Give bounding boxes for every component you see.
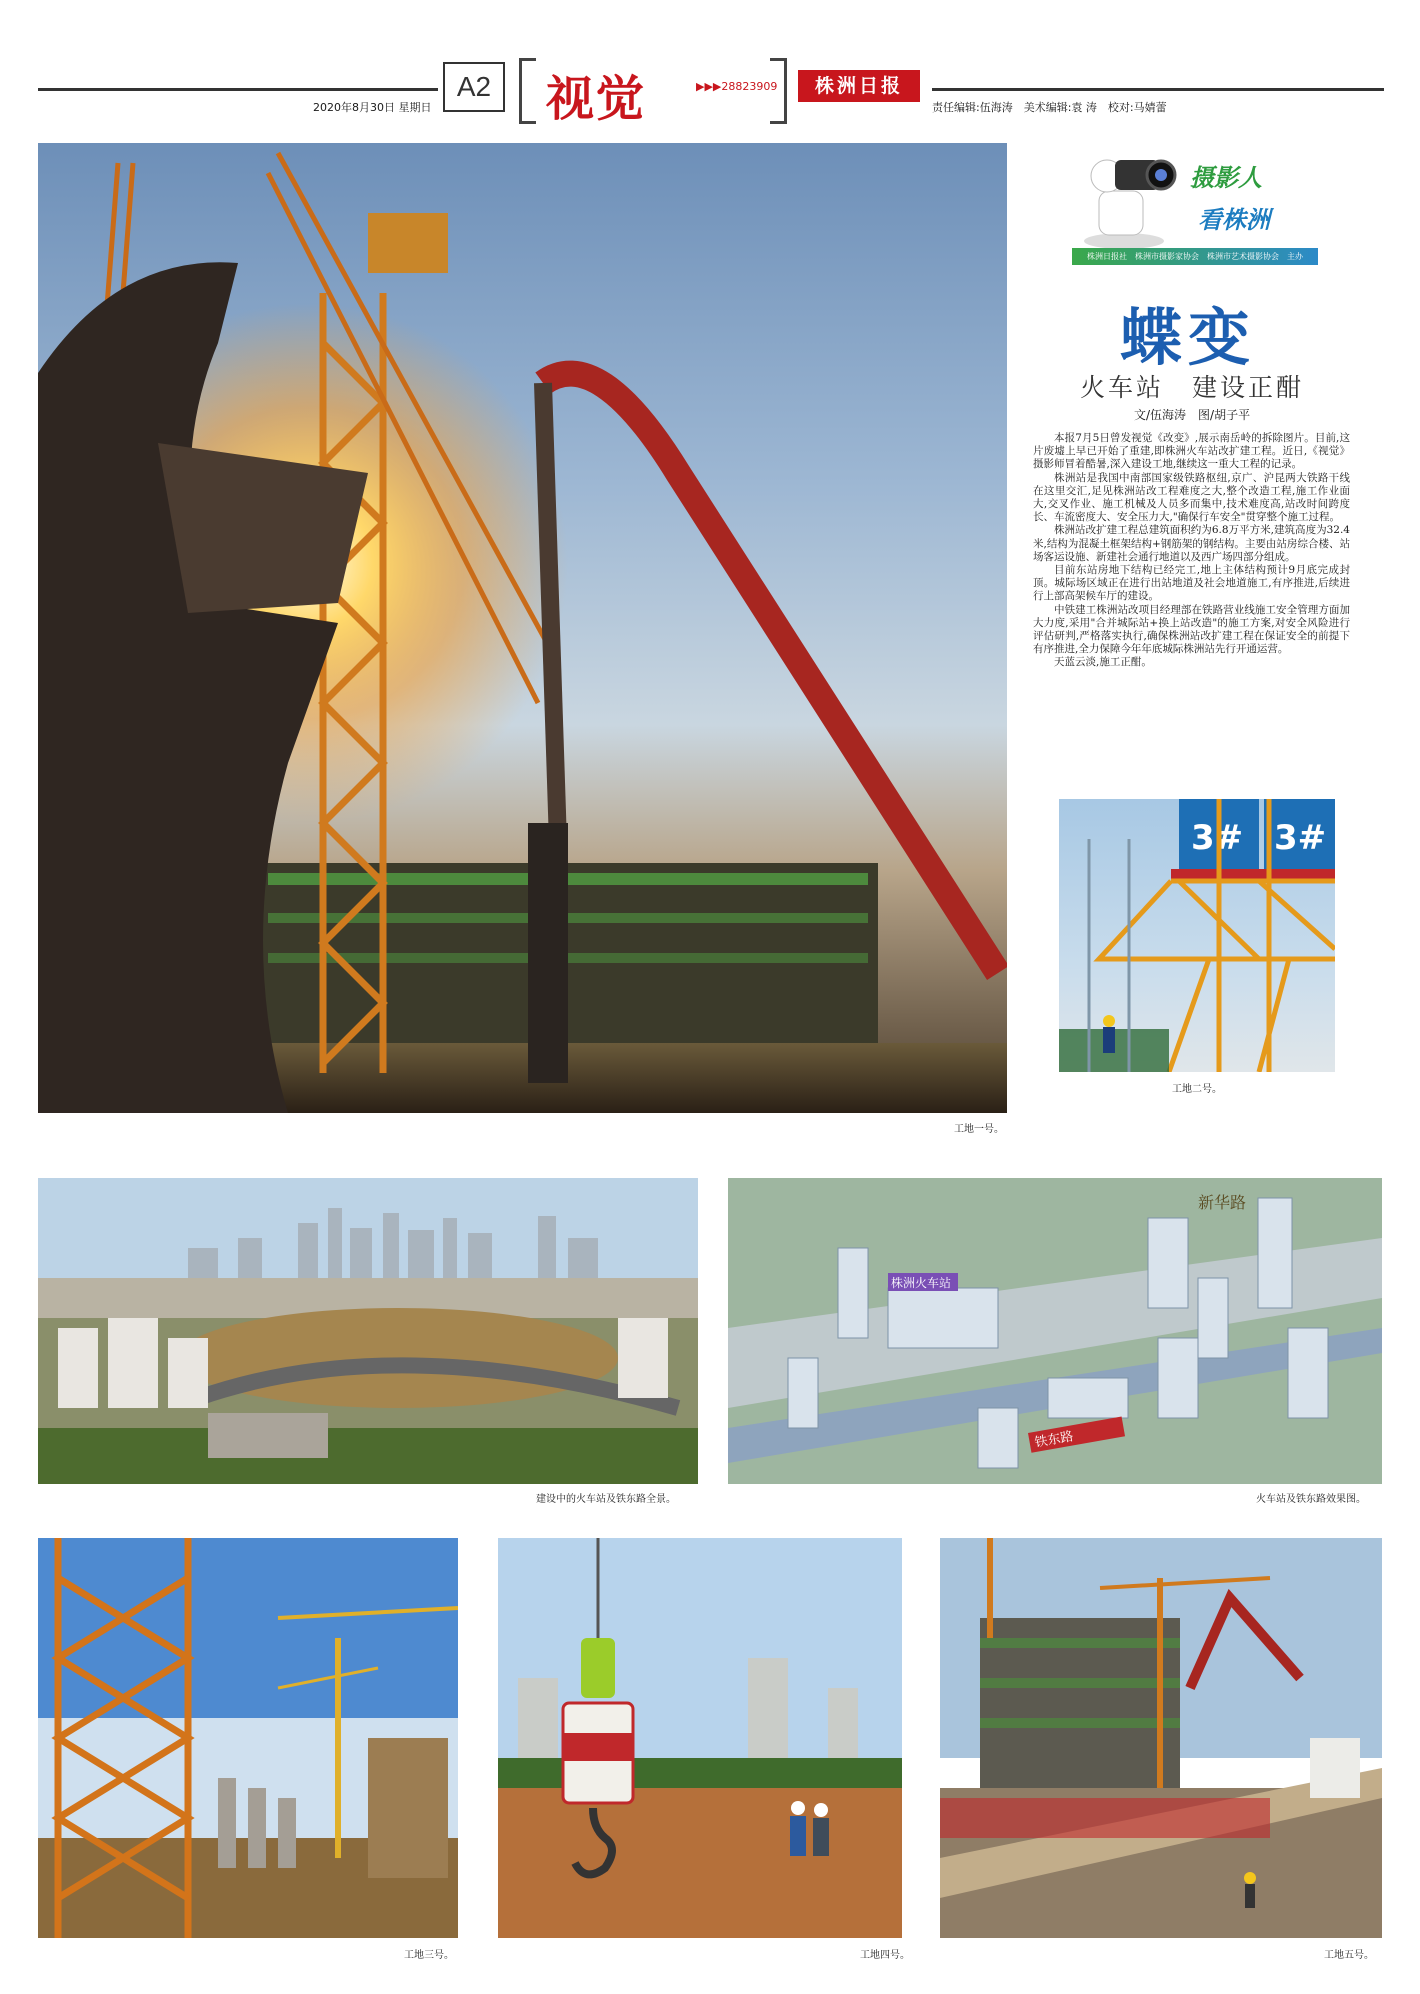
issue-date: 2020年8月30日 星期日 bbox=[313, 101, 432, 114]
header-rule-left bbox=[38, 88, 438, 91]
photo-rendering bbox=[728, 1178, 1382, 1484]
photo-site-five bbox=[940, 1538, 1382, 1938]
photo-panorama-illustration bbox=[38, 1178, 698, 1484]
photo-site-four-illustration bbox=[498, 1538, 902, 1938]
column-logo-line2: 看株洲 bbox=[1198, 206, 1270, 234]
photo-site-two bbox=[1059, 799, 1335, 1072]
rendering-label-station: 株洲火车站 bbox=[891, 1276, 952, 1290]
newspaper-masthead: 株洲日报 bbox=[798, 70, 920, 102]
photo-site-two-illustration bbox=[1059, 799, 1335, 1072]
photo-panorama bbox=[38, 1178, 698, 1484]
photo-site-five-caption: 工地五号。 bbox=[1324, 1950, 1374, 1961]
article-paragraph: 株洲站是我国中南部国家级铁路枢纽,京广、沪昆两大铁路干线在这里交汇,足见株洲站改工程难度之大,整个改造工程,施工作业面大,交叉作业、施工机械及人员多而集中,技术难度高,站改时间跨度长、车流密度大、安全压力大,"确保行车安全"贯穿整个施工过程。 bbox=[1033, 471, 1350, 524]
editor-credits: 责任编辑:伍海涛 美术编辑:袁 涛 校对:马婧蕾 bbox=[932, 101, 1167, 114]
article-paragraph: 本报7月5日曾发视觉《改变》,展示南岳岭的拆除图片。目前,这片废墟上早已开始了重建,即株洲火车站改扩建工程。近日,《视觉》摄影师冒着酷暑,深入建设工地,继续这一重大工程的记录。 bbox=[1033, 432, 1350, 471]
article-paragraph: 天蓝云淡,施工正酣。 bbox=[1054, 656, 1152, 669]
article-byline: 文/伍海涛 图/胡子平 bbox=[1134, 408, 1251, 422]
article-paragraph: 中铁建工株洲站改项目经理部在铁路营业线施工安全管理方面加大力度,采用"合并城际站+换上站改造"的施工方案,对安全风险进行评估研判,严格落实执行,确保株洲站改扩建工程在保证安全的前提下有序推进,全力保障今年年底城际株洲站先行开通运营。 bbox=[1033, 603, 1350, 656]
photo-rendering-illustration bbox=[728, 1178, 1382, 1484]
article-paragraph: 目前东站房地下结构已经完工,地上主体结构预计9月底完成封顶。城际场区域正在进行出站地道及社会地道施工,有序推进,后续进行上部高架候车厅的建设。 bbox=[1033, 564, 1350, 603]
article-headline: 蝶变 bbox=[1120, 301, 1257, 374]
photo-site-four bbox=[498, 1538, 902, 1938]
photo-site-three-caption: 工地三号。 bbox=[404, 1950, 454, 1961]
section-bracket-left bbox=[519, 58, 536, 124]
photo-site-four-caption: 工地四号。 bbox=[860, 1950, 910, 1961]
section-title: 视觉 bbox=[546, 71, 647, 127]
photo-panorama-caption: 建设中的火车站及铁东路全景。 bbox=[536, 1494, 676, 1505]
photo-rendering-caption: 火车站及铁东路效果图。 bbox=[1256, 1494, 1366, 1505]
photo-site-one bbox=[38, 143, 1007, 1113]
site-sign: 3# bbox=[1191, 818, 1244, 858]
article-subheadline: 火车站 建设正酣 bbox=[1080, 373, 1305, 402]
header-rule-right bbox=[932, 88, 1384, 91]
photo-site-three bbox=[38, 1538, 458, 1938]
photo-site-one-caption: 工地一号。 bbox=[954, 1124, 1004, 1135]
photo-site-two-caption: 工地二号。 bbox=[1172, 1084, 1222, 1095]
article-body bbox=[1033, 432, 1350, 670]
column-logo-line1: 摄影人 bbox=[1190, 164, 1262, 192]
photo-site-one-illustration bbox=[38, 143, 1007, 1113]
rendering-label-road2: 新华路 bbox=[1198, 1193, 1247, 1212]
article-paragraph: 株洲站改扩建工程总建筑面积约为6.8万平方米,建筑高度为32.4米,结构为混凝土框架结构+钢筋架的钢结构。主要由站房综合楼、站场客运设施、新建社会通行地道以及西广场四部分组成。 bbox=[1033, 524, 1350, 563]
photo-site-three-illustration bbox=[38, 1538, 458, 1938]
site-sign: 3# bbox=[1274, 818, 1327, 858]
photographer-icon bbox=[1069, 146, 1179, 251]
rendering-label-road: 铁东路 bbox=[1033, 1429, 1075, 1451]
column-sponsors: 株洲日报社 株洲市摄影家协会 株洲市艺术摄影协会 主办 bbox=[1072, 248, 1318, 265]
photo-site-five-illustration bbox=[940, 1538, 1382, 1938]
page-number: A2 bbox=[443, 62, 505, 112]
hotline-number: ▶▶▶28823909 bbox=[696, 80, 778, 93]
